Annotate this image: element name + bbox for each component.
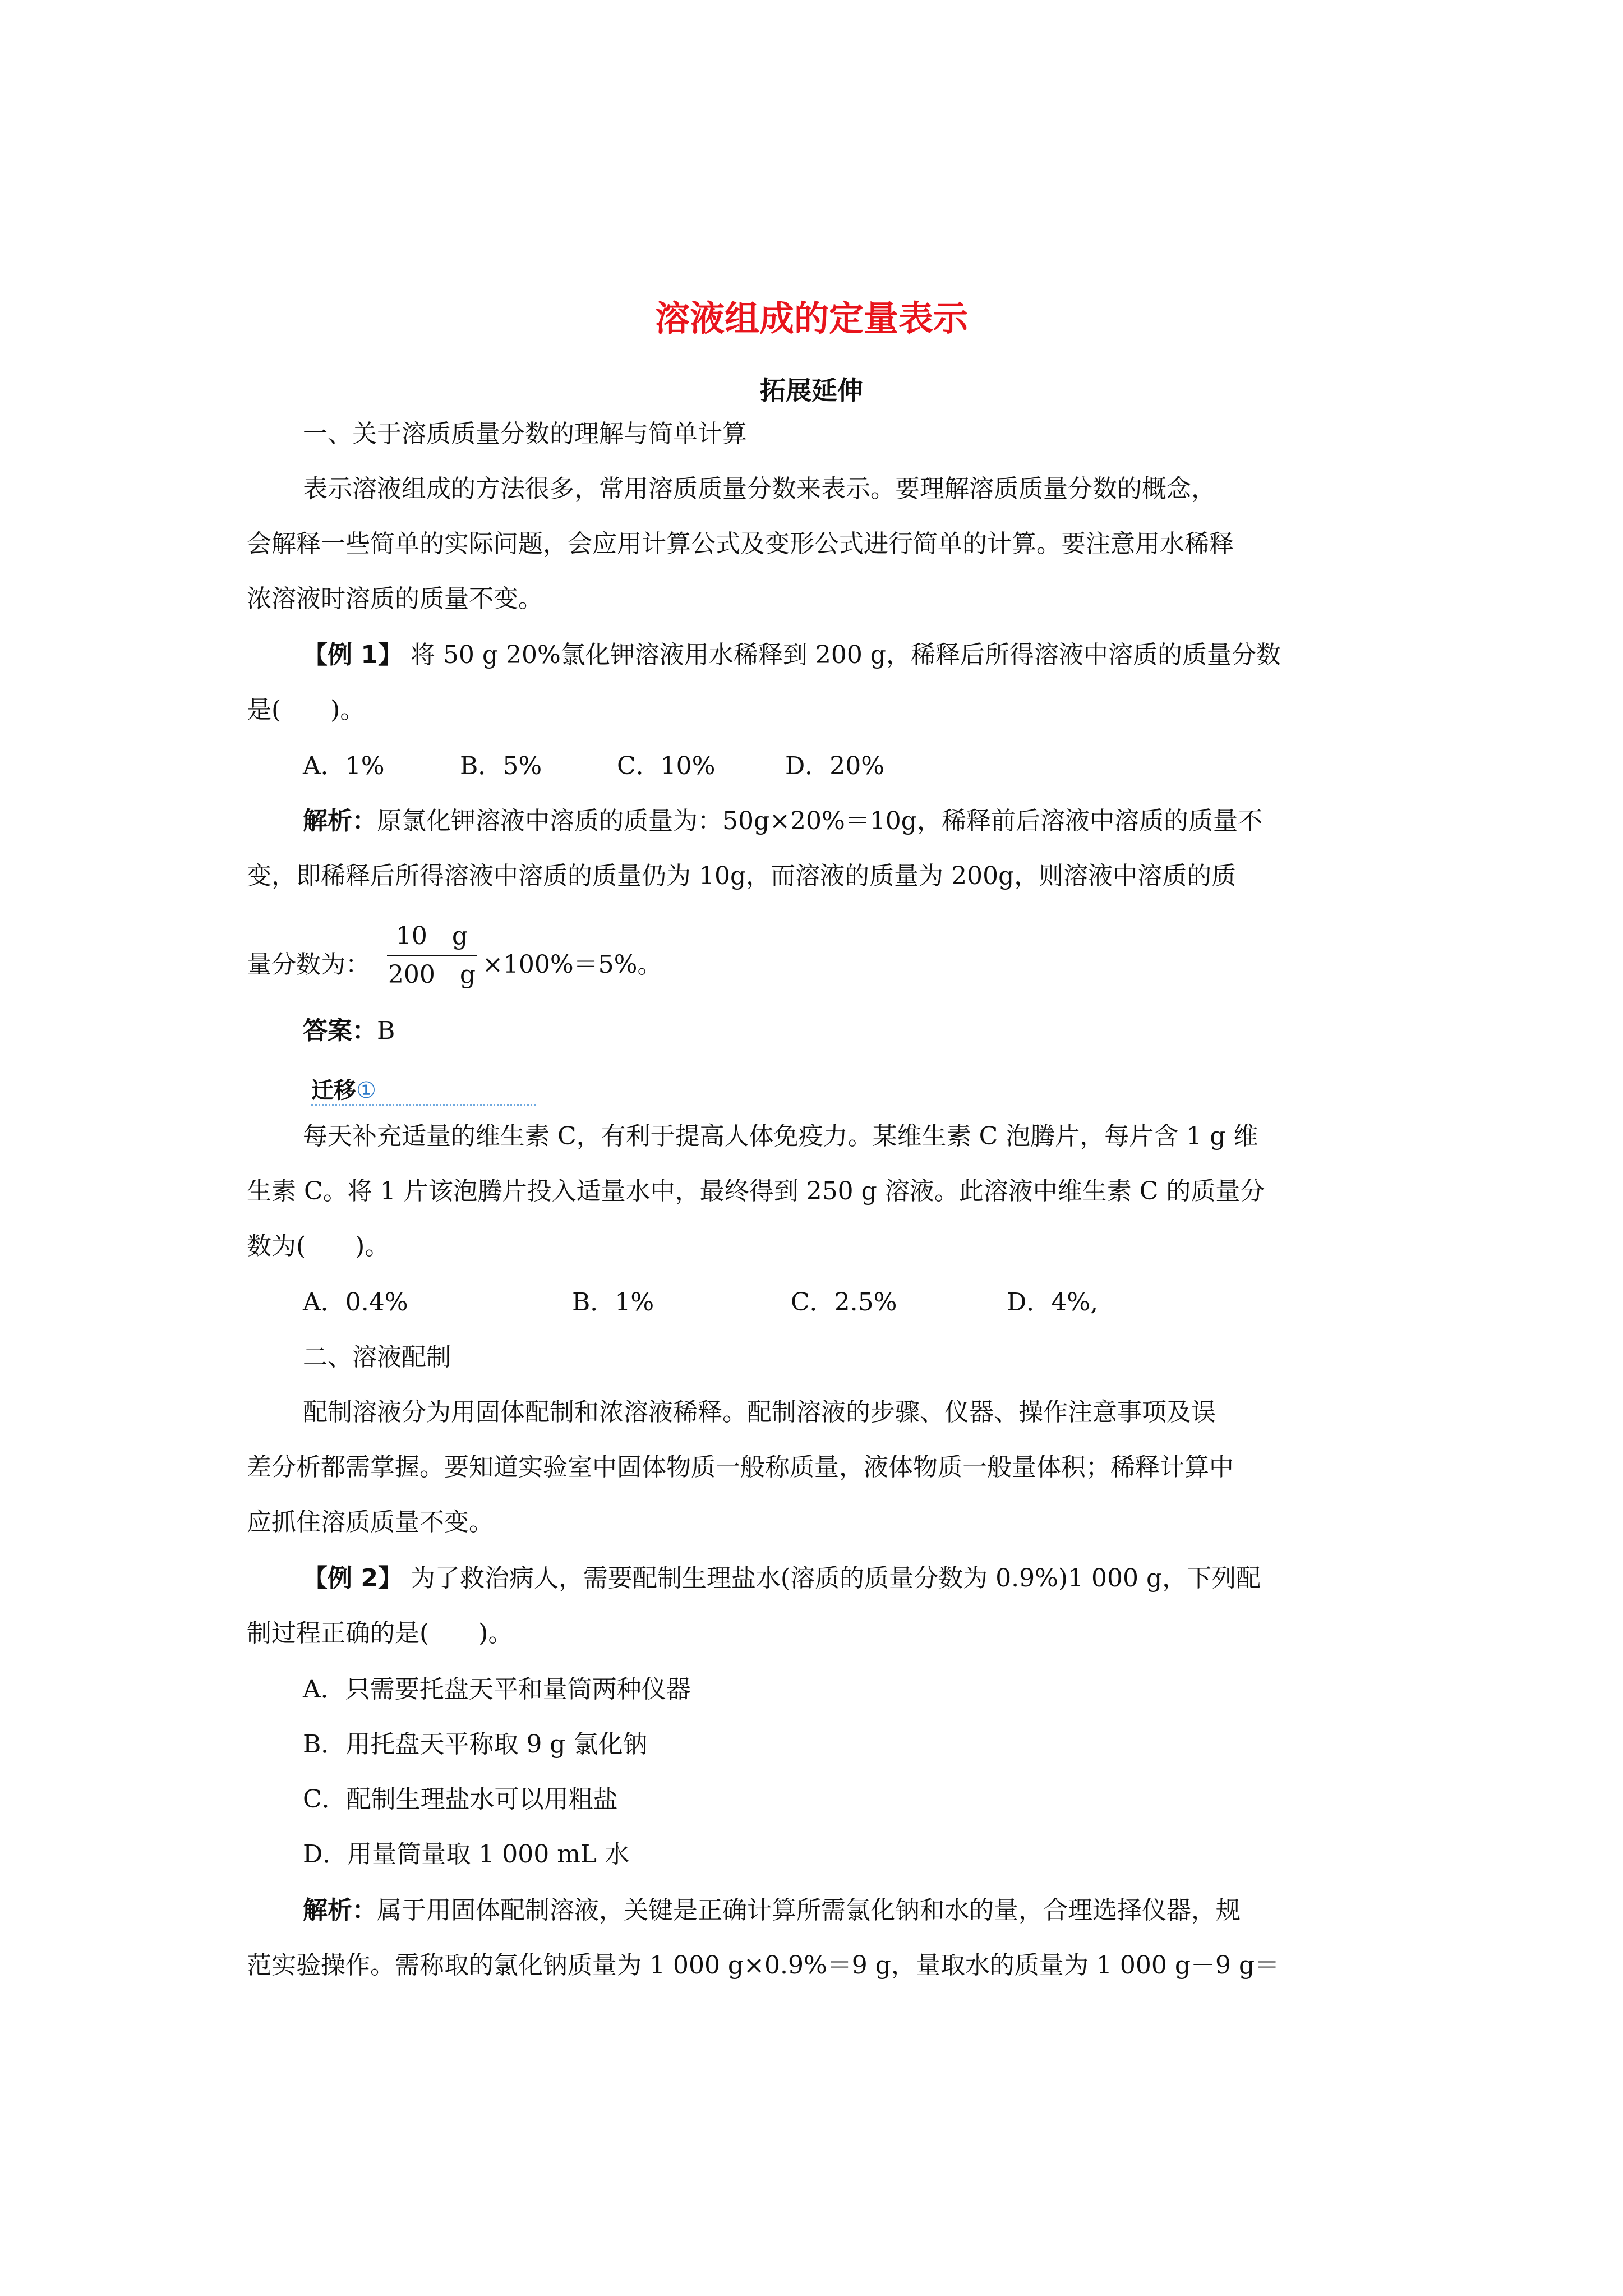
option-c: C．10% bbox=[617, 752, 716, 780]
example2-text: 为了救治病人，需要配制生理盐水(溶质的质量分数为 0.9%)1 000 g，下列配 bbox=[410, 1564, 1261, 1593]
paragraph-line: 会解释一些简单的实际问题，会应用计算公式及变形公式进行简单的计算。要注意用水稀释 bbox=[247, 530, 1234, 558]
example1-line: 是( )。 bbox=[247, 696, 365, 724]
paragraph-line: 配制溶液分为用固体配制和浓溶液稀释。配制溶液的步骤、仪器、操作注意事项及误 bbox=[303, 1398, 1216, 1427]
dotted-underline bbox=[311, 1104, 536, 1106]
fraction-tail: ×100%＝5%。 bbox=[482, 950, 662, 979]
option-a: A．1% bbox=[303, 752, 385, 780]
fraction bbox=[387, 920, 477, 991]
transfer-label bbox=[311, 1073, 376, 1105]
option-b: B．1% bbox=[572, 1288, 654, 1317]
transfer-line: 生素 C。将 1 片该泡腾片投入适量水中，最终得到 250 g 溶液。此溶液中维生素 C 的质量分 bbox=[247, 1177, 1265, 1205]
example1-line bbox=[303, 638, 1453, 672]
answer-line bbox=[303, 1014, 1453, 1048]
option-b: B．用托盘天平称取 9 g 氯化钠 bbox=[303, 1730, 648, 1759]
example2-label: 【例 2】 bbox=[303, 1564, 403, 1593]
page-title: 溶液组成的定量表示 bbox=[654, 298, 968, 339]
fraction-bar bbox=[387, 955, 477, 956]
section-subtitle: 拓展延伸 bbox=[760, 375, 863, 406]
option-a: A．0.4% bbox=[303, 1288, 408, 1317]
example1-text: 将 50 g 20%氯化钾溶液用水稀释到 200 g，稀释后所得溶液中溶质的质量分数 bbox=[410, 641, 1281, 669]
analysis-line bbox=[303, 1894, 1453, 1927]
paragraph-line: 浓溶液时溶质的质量不变。 bbox=[247, 585, 543, 613]
transfer-line: 每天补充适量的维生素 C，有利于提高人体免疫力。某维生素 C 泡腾片，每片含 1 g 维 bbox=[303, 1122, 1258, 1151]
analysis-text: 原氯化钾溶液中溶质的质量为：50g×20%＝10g，稀释前后溶液中溶质的质量不 bbox=[377, 807, 1262, 835]
example1-label: 【例 1】 bbox=[303, 641, 403, 669]
transfer-number: ① bbox=[356, 1078, 376, 1103]
paragraph-line: 表示溶液组成的方法很多，常用溶质质量分数来表示。要理解溶质质量分数的概念， bbox=[303, 475, 1216, 503]
analysis-label: 解析： bbox=[303, 807, 377, 835]
transfer-line: 数为( )。 bbox=[247, 1232, 390, 1260]
fraction-denominator: 200 g bbox=[388, 960, 476, 989]
option-d: D．用量筒量取 1 000 mL 水 bbox=[303, 1840, 630, 1869]
analysis-line bbox=[303, 804, 1453, 838]
analysis-label: 解析： bbox=[303, 1896, 377, 1925]
section1-heading: 一、关于溶质质量分数的理解与简单计算 bbox=[303, 420, 747, 448]
option-c: C．2.5% bbox=[791, 1288, 897, 1317]
example2-line bbox=[303, 1562, 1453, 1595]
example2-line: 制过程正确的是( )。 bbox=[247, 1619, 513, 1648]
analysis-text: 属于用固体配制溶液，关键是正确计算所需氯化钠和水的量，合理选择仪器，规 bbox=[377, 1896, 1241, 1925]
fraction-numerator: 10 g bbox=[395, 922, 468, 950]
analysis-line: 范实验操作。需称取的氯化钠质量为 1 000 g×0.9%＝9 g，量取水的质量为 1 000 g－9 g＝ bbox=[247, 1951, 1280, 1980]
option-a: A．只需要托盘天平和量筒两种仪器 bbox=[303, 1675, 691, 1704]
section2-heading: 二、溶液配制 bbox=[303, 1343, 451, 1372]
answer-value: B bbox=[377, 1016, 395, 1045]
answer-label: 答案： bbox=[303, 1016, 377, 1045]
option-b: B．5% bbox=[460, 752, 542, 780]
analysis-line: 量分数为： bbox=[247, 950, 370, 979]
option-d: D．20% bbox=[785, 752, 885, 780]
option-c: C．配制生理盐水可以用粗盐 bbox=[303, 1785, 618, 1814]
analysis-line: 变，即稀释后所得溶液中溶质的质量仍为 10g，而溶液的质量为 200g，则溶液中溶质的质 bbox=[247, 862, 1237, 890]
paragraph-line: 应抓住溶质质量不变。 bbox=[247, 1508, 494, 1536]
paragraph-line: 差分析都需掌握。要知道实验室中固体物质一般称质量，液体物质一般量体积；稀释计算中 bbox=[247, 1453, 1234, 1481]
option-d: D．4%, bbox=[1007, 1288, 1099, 1317]
transfer-label-text: 迁移 bbox=[311, 1078, 356, 1103]
